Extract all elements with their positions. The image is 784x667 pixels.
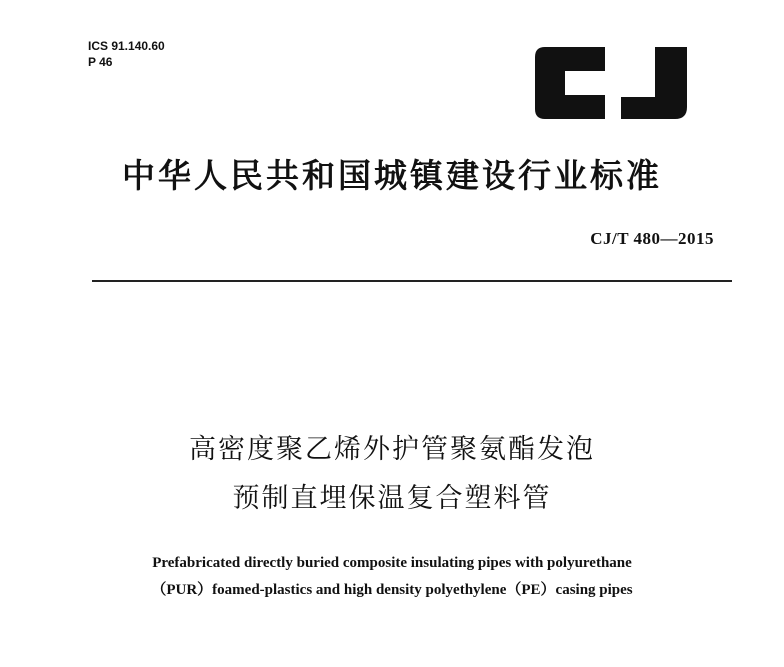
ics-classification-block xyxy=(88,38,165,70)
cj-logo xyxy=(535,47,687,119)
divider-line xyxy=(92,280,732,282)
document-title-zh-line1: 高密度聚乙烯外护管聚氨酯发泡 xyxy=(189,434,595,465)
standard-title: 中华人民共和国城镇建设行业标准 xyxy=(122,156,662,195)
standard-code: CJ/T 480—2015 xyxy=(590,229,714,248)
document-title-en-line1: Prefabricated directly buried composite insulating pipes with polyurethane xyxy=(152,555,632,571)
document-title-en-line2: （PUR）foamed-plastics and high density polyethylene（PE）casing pipes xyxy=(151,582,633,598)
category-code: P 46 xyxy=(88,55,113,69)
logo-letter-j xyxy=(621,47,687,119)
ics-code: ICS 91.140.60 xyxy=(88,39,165,53)
logo-letter-c xyxy=(535,47,605,119)
document-title-zh-line2: 预制直埋保温复合塑料管 xyxy=(232,483,552,514)
